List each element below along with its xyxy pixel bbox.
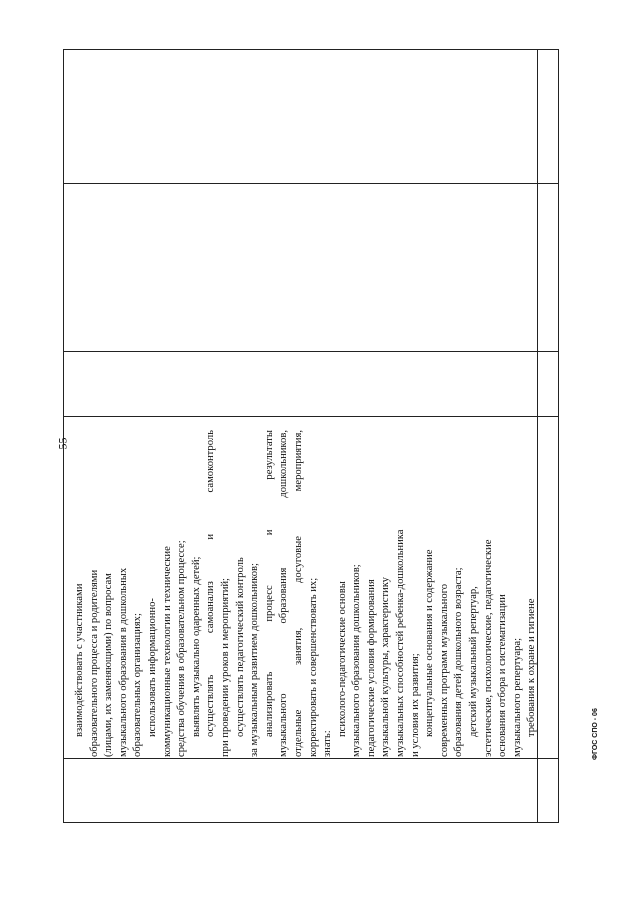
table-column-divider [64, 183, 558, 184]
page-number: 55 [55, 437, 70, 450]
table [63, 49, 559, 823]
text-line: средства обучения в образовательном процессе; [176, 540, 188, 757]
text-line: осуществлять самоанализ и самоконтроль [205, 430, 217, 737]
text-line: корректировать и совершенствовать их; [307, 577, 319, 757]
text-line: и условия их развития; [409, 653, 421, 757]
text-line: современных программ музыкального [438, 583, 450, 757]
text-line: музыкального образования дошкольников, [278, 430, 290, 757]
rotated-page-content [63, 49, 559, 823]
footer-doc-code: ФГОС СПО - 06 [592, 708, 599, 760]
text-line: детский музыкальный репертуар, [468, 586, 480, 737]
table-column-divider [64, 351, 558, 352]
text-line: основания отбора и систематизации [497, 594, 509, 757]
text-line: психолого-педагогические основы [336, 581, 348, 737]
text-line: педагогические условия формирования [365, 579, 377, 757]
text-line: требования к охране и гигиене [526, 598, 538, 737]
text-line: за музыкальным развитием дошкольников; [249, 562, 261, 757]
text-line: использовать информационно- [146, 598, 158, 737]
text-line: образования детей дошкольного возраста; [453, 567, 465, 757]
text-line: коммуникационные технологии и технические [161, 546, 173, 757]
text-line: музыкального репертуара; [511, 637, 523, 757]
text-line: анализировать процесс и результаты [263, 430, 275, 737]
table-column-divider [64, 758, 558, 759]
text-line: взаимодействовать с участниками [74, 583, 85, 737]
text-line: музыкального образования в дошкольных [117, 567, 129, 757]
table-column-divider [64, 416, 558, 417]
text-line: отдельные занятия, досуговые мероприятия, [292, 430, 304, 757]
table-cell-text [73, 430, 538, 757]
text-line: эстетические, психологические, педагогические [482, 539, 494, 757]
text-line: знать: [322, 730, 334, 757]
text-line: музыкальной культуры, характеристику [380, 577, 392, 757]
text-line: при проведении уроков и мероприятий; [219, 578, 231, 757]
text-line: осуществлять педагогический контроль [234, 557, 246, 737]
text-line: музыкального образования дошкольников; [351, 564, 363, 757]
text-line: (лицами, их заменяющими) по вопросам [103, 573, 115, 757]
text-line: выявлять музыкально одаренных детей; [190, 556, 202, 737]
text-line: концептуальные основания и содержание [424, 549, 436, 737]
text-line: образовательных организациях; [132, 613, 144, 757]
text-line: образовательного процесса и родителями [88, 569, 100, 757]
text-line: музыкальных способностей ребенка-дошкольника [395, 529, 407, 757]
